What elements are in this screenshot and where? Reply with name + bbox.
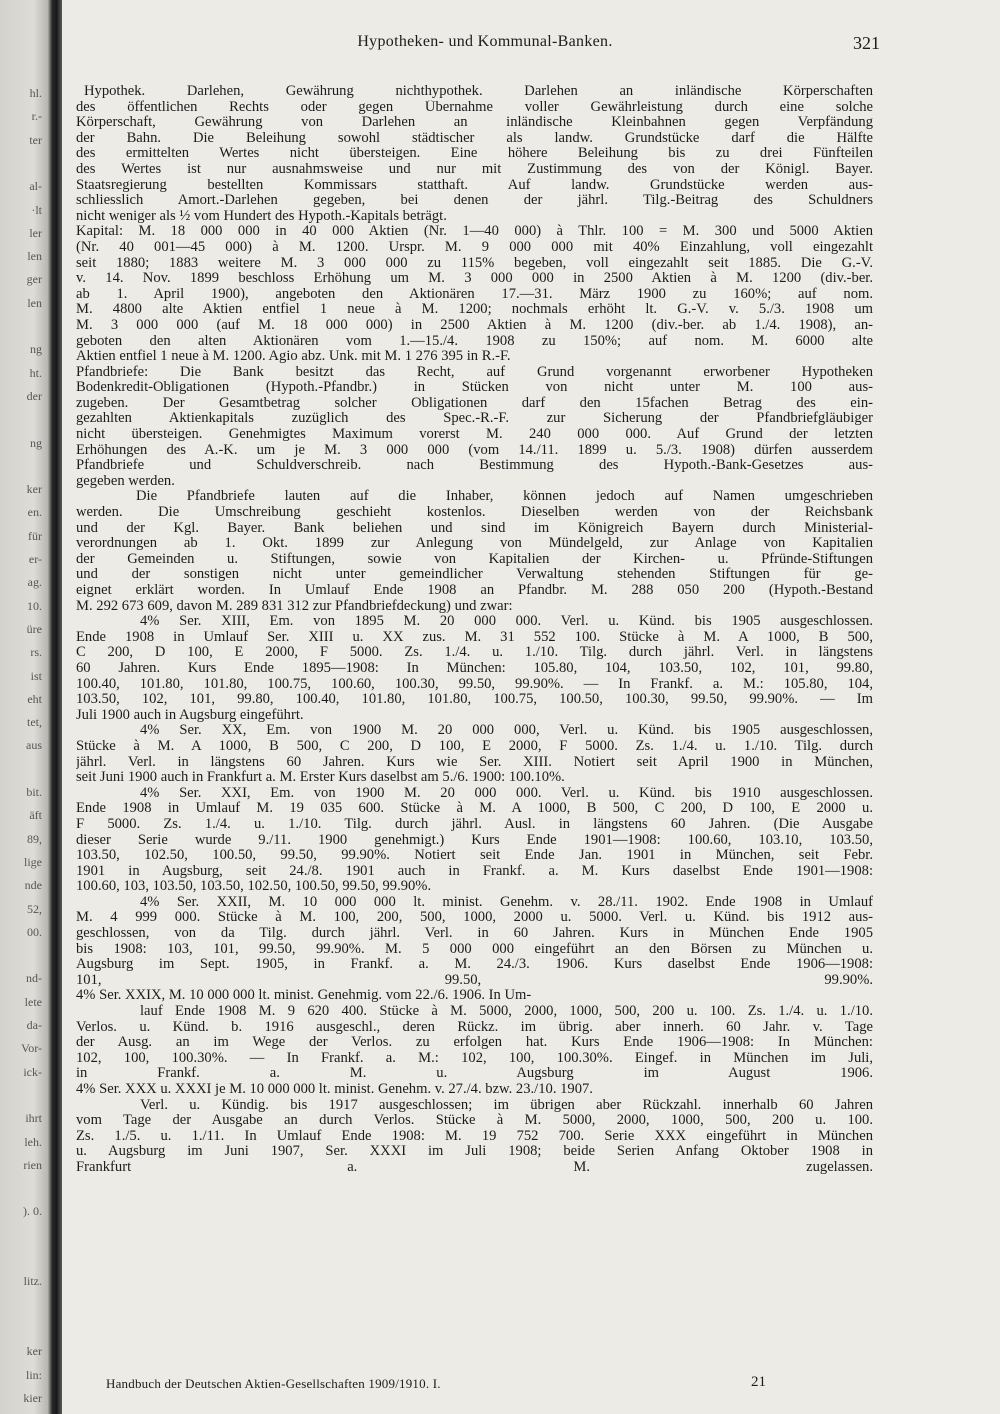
gutter-fragment: rs. (30, 645, 42, 660)
gutter-fragment: der (26, 388, 42, 403)
gutter-fragment: len (27, 295, 42, 310)
gutter-fragment: da- (26, 1018, 42, 1032)
signature-mark: 21 (751, 1374, 766, 1390)
text-line: 60 Jahren. Kurs Ende 1895—1908: In München: 105.80, 104, 103.50, 102, 101, 99.80, (76, 660, 873, 676)
text-line: Verl. u. Kündig. bis 1917 ausgeschlossen; im übrigen aber Rückzahl. innerhalb 60 Jahren (140, 1097, 873, 1113)
text-line: und der sonstigen nicht unter gemeindlicher Verwaltung stehenden Stiftungen für ge- (76, 567, 873, 583)
text-line: gegeben werden. (76, 472, 175, 489)
text-line: Körperschaft, Gewährung von Darlehen an inländische Kleinbahnen gegen Verpfändung (76, 115, 873, 131)
gutter-fragment: leh. (24, 1134, 42, 1149)
text-line: vom Tage der Ausgabe an durch Verlos. Stücke à M. 5000, 2000, 1000, 500, 200 u. 100. (76, 1113, 873, 1129)
gutter-fragment: ihrt (25, 1111, 42, 1126)
gutter-fragment: r.- (31, 109, 42, 124)
gutter-fragment: ick- (23, 1064, 42, 1079)
text-line: Pfandbriefe und Schuldverschreib. nach Bestimmung des Hypoth.-Bank-Gesetzes aus- (76, 458, 873, 474)
text-line: 1901 in Augsburg, seit 24./8. 1901 auch in Frankf. a. M. Kurs daselbst Ende 1901—1908: (76, 863, 873, 879)
gutter-fragment: lige (24, 854, 42, 869)
gutter-fragment: ng (30, 435, 42, 450)
text-line: der Ausg. an im Wege der Verlos. zu erfolgen hat. Kurs Ende 1906—1908: In München: (76, 1035, 873, 1051)
body-text (76, 84, 873, 1176)
text-line: 4% Ser. XXIX, M. 10 000 000 lt. minist. Genehmig. vom 22./6. 1906. In Um- (76, 987, 532, 1004)
text-line: M. 4800 alte Aktien entfiel 1 neue à M. 1200; nochmals erhöht lt. G.-V. v. 5./3. 1908 um (76, 302, 873, 318)
gutter-fragment: er- (28, 552, 42, 566)
text-line: Juli 1900 auch in Augsburg eingeführt. (76, 706, 304, 723)
gutter-fragment: ger (26, 272, 42, 287)
gutter-fragment: kier (23, 1390, 42, 1405)
text-line: ab 1. April 1900), angeboten den Aktionären 17.—31. März 1900 zu 160%; auf nom. (76, 286, 873, 302)
text-line: dieser Serie wurde 9./11. 1900 genehmigt.) Kurs Ende 1901—1908: 100.60, 103.10, 103.50, (76, 832, 873, 848)
text-line: Erhöhungen des A.-K. um je M. 3 000 000 (vom 14./11. 1899 u. 5./3. 1908) dürfen ausserdem (76, 442, 873, 458)
gutter-fragment: rien (23, 1157, 42, 1172)
text-line: bis 1908: 103, 101, 99.50, 99.90%. M. 5 000 000 eingeführt an den Börsen zu München u. (76, 941, 873, 957)
text-line: Ende 1908 in Umlauf Ser. XIII u. XX zus. M. 31 552 100. Stücke à M. A 1000, B 500, (76, 629, 873, 645)
gutter-fragment: äft (29, 808, 42, 823)
text-line: Bodenkredit-Obligationen (Hypoth.-Pfandbr.) in Stücken von nicht unter M. 100 aus- (76, 380, 873, 396)
page-edge-shadow (56, 0, 62, 1414)
text-line: schliesslich Amort.-Darlehen gegeben, bei denen der jährl. Tilg.-Beitrag des Schuldners (76, 193, 873, 209)
text-line: 4% Ser. XXX u. XXXI je M. 10 000 000 lt. minist. Genehm. v. 27./4. bzw. 23./10. 1907. (76, 1081, 593, 1097)
gutter-fragment: nd- (26, 971, 42, 986)
gutter-fragment: ter (29, 132, 42, 147)
text-line: 103.50, 102, 101, 99.80, 100.40, 101.80, 101.80, 100.75, 100.50, 100.30, 99.50, 99.90%. — Im (76, 692, 873, 708)
running-title: Hypotheken- und Kommunal-Banken. (357, 33, 613, 50)
text-line: C 200, D 100, E 2000, F 5000. Zs. 1./4. u. 1./10. Tilg. durch jährl. Verl. in längstens (76, 645, 873, 661)
gutter-fragment: eht (27, 691, 42, 706)
text-line: F 5000. Zs. 1./4. u. 1./10. Tilg. durch jährl. Ausl. in längstens 60 Jahren. (Die Ausgabe (76, 816, 873, 832)
gutter-fragment: üre (26, 621, 42, 636)
text-line: seit Juni 1900 auch in Frankfurt a. M. Erster Kurs daselbst am 5./6. 1900: 100.10%. (76, 769, 565, 786)
gutter-fragment: ng (30, 342, 42, 357)
gutter-fragment: ker (26, 1344, 42, 1359)
text-line: und der Kgl. Bayer. Bank beliehen und sind im Königreich Bayern durch Ministerial- (76, 520, 873, 536)
text-line: eignet erklärt worden. In Umlauf Ende 1908 an Pfandbr. M. 288 050 200 (Hypoth.-Bestand (76, 583, 873, 598)
text-line: geschlossen, von da Tilg. durch jährl. Verl. in 60 Jahren. Kurs in München Ende 1905 (76, 926, 873, 942)
text-line: Ende 1908 in Umlauf M. 19 035 600. Stücke à M. A 1000, B 500, C 200, D 100, E 2000 u. (76, 801, 873, 817)
text-line: des ermittelten Wertes nicht übersteigen. Eine höhere Beleihung bis zu drei Fünfteilen (76, 146, 873, 162)
text-line: 4% Ser. XIII, Em. von 1895 M. 20 000 000. Verl. u. Künd. bis 1905 ausgeschlossen. (140, 614, 873, 630)
text-line: M. 292 673 609, davon M. 289 831 312 zur Pfandbriefdeckung) und zwar: (76, 597, 513, 614)
text-line: Frankfurt a. M. zugelassen. (76, 1159, 873, 1175)
gutter-fragment: litz. (23, 1274, 42, 1289)
text-line: v. 14. Nov. 1899 beschloss Erhöhung um M. 3 000 000 in 2500 Aktien à M. 1200 (div.-ber. (76, 271, 873, 287)
text-line: werden. Die Umschreibung geschieht kostenlos. Dieselben werden von der Reichsbank (76, 505, 873, 521)
text-line: des Wertes ist nur ausnahmsweise und nur mit Zustimmung des von der Königl. Bayer. (76, 161, 873, 177)
gutter-fragment: tet, (27, 715, 42, 730)
text-line: 101, 99.50, 99.90%. (76, 972, 873, 988)
text-line: u. Augsburg im Juni 1907, Ser. XXXI im Juli 1908; beide Serien Anfang Oktober 1908 in (76, 1144, 873, 1160)
gutter-fragment: hl. (29, 86, 42, 100)
gutter-fragment: für (28, 528, 42, 543)
gutter-fragment: lin: (25, 1367, 42, 1382)
gutter-fragment: en. (27, 505, 42, 520)
gutter-fragment: al- (29, 179, 42, 194)
gutter-fragment: ker (26, 482, 42, 497)
text-line: (Nr. 40 001—45 000) à M. 1200. Urspr. M. 9 000 000 mit 40% Einzahlung, voll eingezahlt (76, 239, 873, 255)
text-line: seit 1880; 1883 weitere M. 3 000 000 zu 115% begeben, voll eingezahlt seit 1885. Die G.-V. (76, 255, 873, 271)
gutter-fragment: ag. (27, 575, 42, 590)
text-line: des öffentlichen Rechts oder gegen Übernahme voller Gewährleistung durch eine solche (76, 99, 873, 115)
text-line: 100.60, 103, 103.50, 103.50, 102.50, 100.50, 99.50, 99.90%. (76, 878, 432, 895)
text-line: Stücke à M. A 1000, B 500, C 200, D 100, E 2000, F 5000. Zs. 1./4. u. 1./10. Tilg. durch (76, 738, 873, 754)
gutter-fragment: ·lt (31, 202, 42, 217)
gutter-fragment: ). 0. (23, 1204, 42, 1219)
text-line: 102, 100, 100.30%. — In Frankf. a. M.: 102, 100, 100.30%. Eingef. in München im Juli, (76, 1050, 873, 1066)
footer-source: Handbuch der Deutschen Aktien-Gesellschaften 1909/1910. I. (106, 1376, 441, 1391)
gutter-fragment: nde (24, 878, 42, 893)
page-footer (106, 1374, 766, 1394)
text-line: Staatsregierung bestellten Kommissars statthaft. Auf landw. Grundstücke werden aus- (76, 177, 873, 193)
text-line: Die Pfandbriefe lauten auf die Inhaber, können jedoch auf Namen umgeschrieben (136, 489, 873, 505)
text-line: zugeben. Der Gesamtbetrag solcher Obligationen darf den 15fachen Betrag des ein- (76, 395, 873, 411)
page-number: 321 (853, 33, 880, 53)
text-line: 100.40, 101.80, 101.80, 100.75, 100.60, 100.30, 99.50, 99.90%. — In Frankf. a. M.: 105.80, 104, (76, 676, 873, 692)
text-line: Aktien entfiel 1 neue à M. 1200. Agio abz. Unk. mit M. 1 276 395 in R.-F. (76, 348, 511, 365)
text-line: 4% Ser. XX, Em. von 1900 M. 20 000 000, Verl. u. Künd. bis 1905 ausgeschlossen, (140, 723, 873, 739)
text-line: M. 3 000 000 (auf M. 18 000 000) in 2500 Aktien à M. 1200 (div.-ber. ab 1./4. 1908), an- (76, 317, 873, 333)
text-line: 103.50, 102.50, 100.50, 99.50, 99.90%. Notiert seit Ende Jan. 1901 in München, seit Febr. (76, 848, 873, 864)
text-line: nicht weniger als ½ vom Hundert des Hypoth.-Kapitals beträgt. (76, 207, 447, 224)
text-line: Hypothek. Darlehen, Gewährung nichthypothek. Darlehen an inländische Körperschaften (84, 84, 873, 99)
text-line: nicht übersteigen. Genehmigtes Maximum vorerst M. 240 000 000. Auf Grund der letzten (76, 427, 873, 443)
gutter-fragment: bit. (26, 785, 42, 799)
text-line: der Bahn. Die Beleihung sowohl städtischer als landw. Grundstücke darf die Hälfte (76, 130, 873, 146)
gutter-fragment: 00. (27, 924, 42, 939)
text-line: Verlos. u. Künd. b. 1916 ausgeschl., deren Rückz. im übrig. aber innerh. 60 Jahr. v. Tage (76, 1019, 873, 1035)
text-line: Zs. 1./5. u. 1./11. In Umlauf Ende 1908: M. 19 752 700. Serie XXX eingeführt in München (76, 1128, 873, 1144)
gutter-fragment: 89, (27, 831, 42, 846)
text-line: Kapital: M. 18 000 000 in 40 000 Aktien (Nr. 1—40 000) à Thlr. 100 = M. 300 und 5000 Aktien (76, 224, 873, 240)
text-line: der Gemeinden u. Stiftungen, sowie von Kapitalien der Kirchen- u. Pfründe-Stiftungen (76, 551, 873, 567)
gutter-fragment: ler (29, 225, 42, 240)
text-line: M. 4 999 000. Stücke à M. 100, 200, 500, 1000, 2000 u. 5000. Verl. u. Künd. bis 1912 aus- (76, 910, 873, 926)
text-line: in Frankf. a. M. u. Augsburg im August 1906. (76, 1066, 873, 1082)
text-line: jährl. Verl. in längstens 60 Jahren. Kurs wie Ser. XIII. Notiert seit April 1900 in München, (76, 754, 873, 770)
text-line: Augsburg im Sept. 1905, in Frankf. a. M. 24./3. 1906. Kurs daselbst Ende 1906—1908: (76, 957, 873, 973)
gutter-fragment: lete (24, 994, 42, 1009)
text-line: lauf Ende 1908 M. 9 620 400. Stücke à M. 5000, 2000, 1000, 500, 200 u. 100. Zs. 1./4. u. 1./10. (140, 1004, 873, 1020)
gutter-fragment: ist (30, 668, 42, 683)
text-line: 4% Ser. XXI, Em. von 1900 M. 20 000 000. Verl. u. Künd. bis 1910 ausgeschlossen. (140, 785, 873, 801)
gutter-fragment: aus (26, 738, 42, 753)
text-line: 4% Ser. XXII, M. 10 000 000 lt. minist. Genehm. v. 28./11. 1902. Ende 1908 in Umlauf (140, 894, 873, 910)
gutter-fragment: 10. (27, 598, 42, 613)
binding-gutter (0, 0, 56, 1414)
gutter-fragment: len (27, 249, 42, 264)
gutter-fragment: Vor- (21, 1041, 42, 1056)
text-line: geboten den alten Aktionären vom 1.—15./4. 1908 zu 150%; auf nom. M. 6000 alte (76, 333, 873, 349)
text-line: Pfandbriefe: Die Bank besitzt das Recht, auf Grund vorgenannt erworbener Hypotheken (76, 364, 873, 380)
text-line: verordnungen ab 1. Okt. 1899 zur Anlegung von Mündelgeld, zur Anlage von Kapitalien (76, 536, 873, 552)
gutter-fragment: ht. (29, 365, 42, 380)
page-header (90, 33, 880, 59)
text-line: gezahlten Aktienkapitals zuzüglich des Spec.-R.-F. zur Sicherung der Pfandbriefgläubiger (76, 411, 873, 427)
gutter-fragment: 52, (27, 901, 42, 916)
